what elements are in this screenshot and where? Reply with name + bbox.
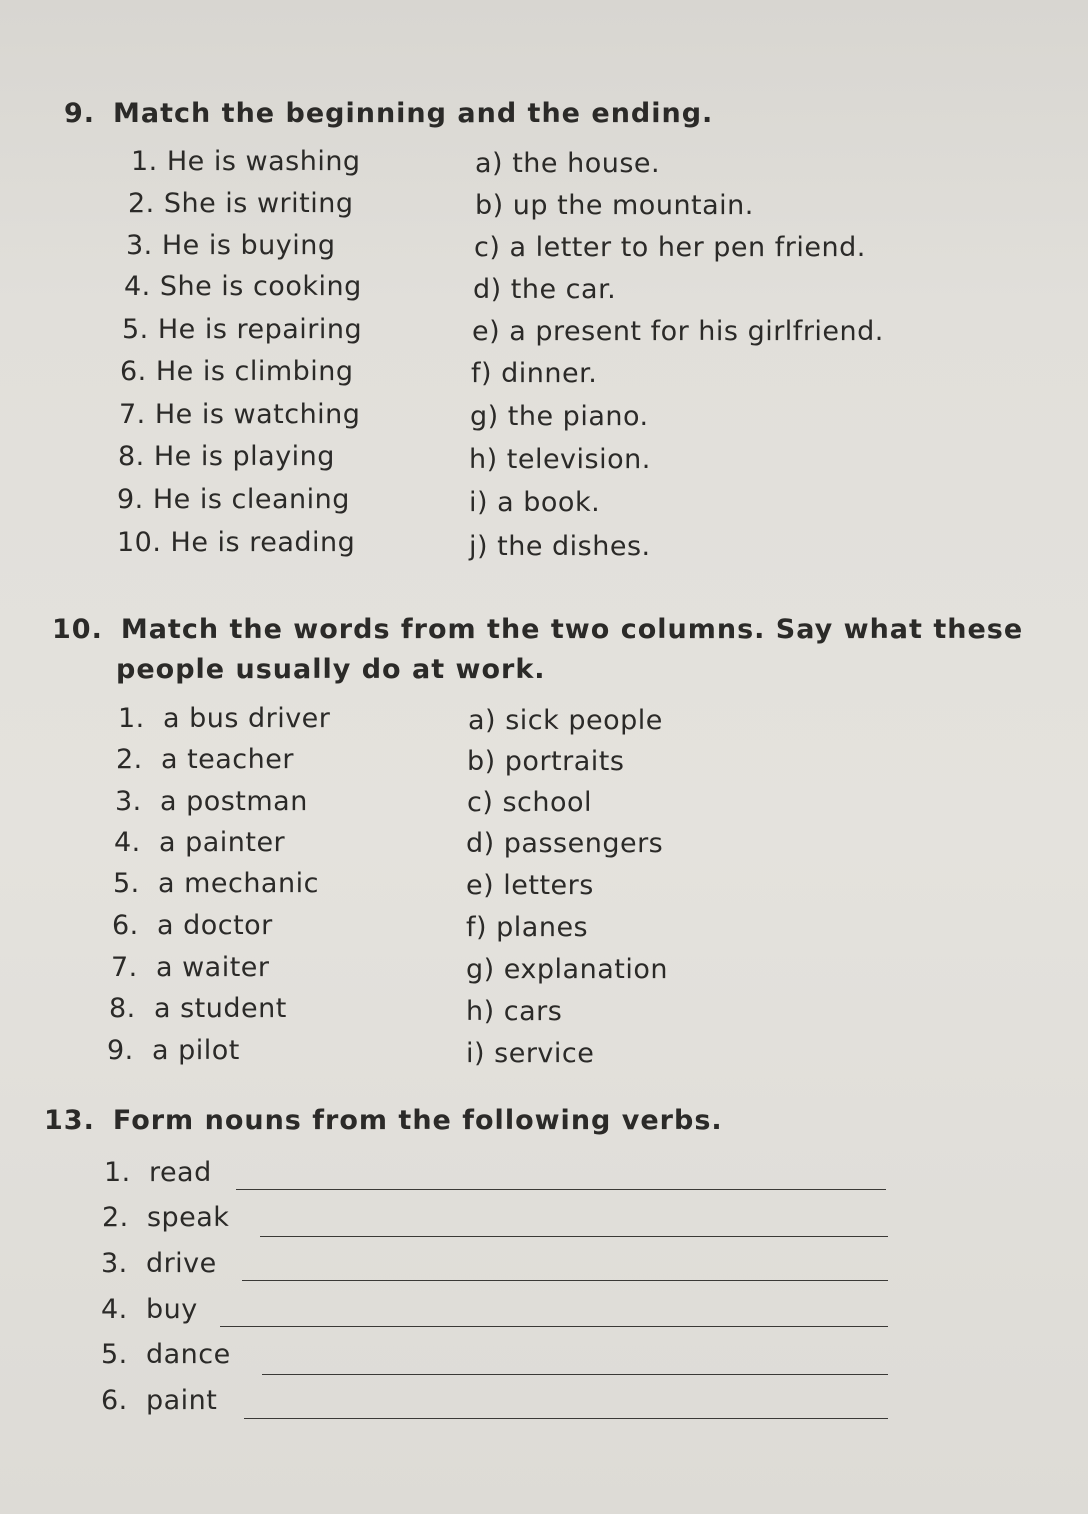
item-text: He is reading xyxy=(170,527,356,558)
answer-blank[interactable] xyxy=(220,1326,888,1327)
list-item xyxy=(467,746,624,777)
item-number: 6. xyxy=(112,910,139,941)
item-text: drive xyxy=(145,1248,217,1279)
item-number: 4. xyxy=(101,1294,128,1325)
item-letter: h) xyxy=(469,444,498,475)
item-text: He is cleaning xyxy=(152,484,350,515)
exercise-instruction: people usually do at work. xyxy=(116,654,546,685)
list-item xyxy=(466,912,588,943)
item-letter: a) xyxy=(475,148,504,179)
exercise-number: 13. xyxy=(44,1105,95,1136)
item-letter: i) xyxy=(469,487,489,518)
list-item xyxy=(104,1157,212,1188)
answer-blank[interactable] xyxy=(236,1189,886,1190)
item-text: up the mountain. xyxy=(512,190,754,221)
list-item xyxy=(466,828,663,859)
item-text: a painter xyxy=(158,827,286,858)
list-item xyxy=(469,487,600,518)
list-item xyxy=(119,399,360,430)
item-letter: j) xyxy=(469,531,489,562)
item-letter: e) xyxy=(472,316,501,347)
item-number: 8. xyxy=(109,993,136,1024)
item-text: letters xyxy=(503,870,594,901)
list-item xyxy=(102,1202,229,1233)
item-text: a postman xyxy=(159,786,308,817)
item-number: 2. xyxy=(116,744,143,775)
item-text: sick people xyxy=(505,705,663,736)
item-letter: a) xyxy=(468,705,497,736)
item-number: 5. xyxy=(113,868,140,899)
item-text: dinner. xyxy=(501,358,598,389)
item-number: 6. xyxy=(101,1385,128,1416)
item-text: planes xyxy=(496,912,589,943)
list-item xyxy=(115,786,308,817)
item-text: a waiter xyxy=(155,952,270,983)
list-item xyxy=(131,146,361,177)
item-text: the house. xyxy=(512,148,661,179)
item-number: 7. xyxy=(111,952,138,983)
item-text: a pilot xyxy=(151,1035,240,1066)
item-number: 4. xyxy=(124,271,151,302)
list-item xyxy=(470,401,649,432)
answer-blank[interactable] xyxy=(260,1236,888,1237)
list-item xyxy=(117,527,355,558)
item-number: 1. xyxy=(104,1157,131,1188)
item-letter: c) xyxy=(474,232,501,263)
item-text: the car. xyxy=(510,274,617,305)
item-text: school xyxy=(502,787,593,818)
list-item xyxy=(468,705,663,736)
answer-blank[interactable] xyxy=(262,1374,888,1375)
item-text: He is washing xyxy=(166,146,361,177)
item-number: 2. xyxy=(128,188,155,219)
exercise-instruction: Form nouns from the following verbs. xyxy=(112,1105,723,1136)
list-item xyxy=(111,952,270,983)
item-number: 7. xyxy=(119,399,146,430)
list-item xyxy=(116,744,294,775)
list-item xyxy=(471,358,597,389)
item-text: a book. xyxy=(497,487,601,518)
item-number: 1. xyxy=(118,703,145,734)
list-item xyxy=(473,274,616,305)
item-text: service xyxy=(494,1038,595,1069)
item-letter: b) xyxy=(467,746,496,777)
item-letter: h) xyxy=(466,996,495,1027)
list-item xyxy=(101,1385,217,1416)
item-letter: b) xyxy=(475,190,504,221)
item-text: explanation xyxy=(503,954,668,985)
exercise-10-title xyxy=(52,614,1023,645)
item-text: paint xyxy=(145,1385,218,1416)
item-text: the dishes. xyxy=(497,531,651,562)
item-number: 1. xyxy=(131,146,158,177)
item-text: speak xyxy=(146,1202,230,1233)
list-item xyxy=(466,996,562,1027)
item-text: a present for his girlfriend. xyxy=(509,316,884,347)
item-letter: c) xyxy=(467,787,494,818)
item-text: a teacher xyxy=(160,744,294,775)
list-item xyxy=(128,188,353,219)
item-text: a letter to her pen friend. xyxy=(509,232,866,263)
list-item xyxy=(101,1294,198,1325)
item-number: 3. xyxy=(126,230,153,261)
item-number: 9. xyxy=(107,1035,134,1066)
exercise-instruction: Match the beginning and the ending. xyxy=(113,98,714,129)
item-text: a bus driver xyxy=(162,703,331,734)
item-letter: d) xyxy=(466,828,495,859)
item-text: He is playing xyxy=(153,441,335,472)
list-item xyxy=(122,314,362,345)
item-number: 9. xyxy=(117,484,144,515)
list-item xyxy=(467,787,592,818)
answer-blank[interactable] xyxy=(242,1280,888,1281)
item-letter: d) xyxy=(473,274,502,305)
list-item xyxy=(109,993,287,1024)
item-text: television. xyxy=(506,444,651,475)
list-item xyxy=(474,232,866,263)
list-item xyxy=(113,868,319,899)
item-text: dance xyxy=(145,1339,231,1370)
item-text: the piano. xyxy=(507,401,649,432)
item-text: He is climbing xyxy=(155,356,354,387)
list-item xyxy=(466,954,668,985)
list-item xyxy=(126,230,336,261)
list-item xyxy=(469,444,651,475)
item-number: 10. xyxy=(117,527,162,558)
exercise-13-title xyxy=(44,1105,723,1136)
item-text: buy xyxy=(145,1294,198,1325)
exercise-number: 9. xyxy=(64,98,96,129)
list-item xyxy=(475,148,660,179)
list-item xyxy=(114,827,285,858)
item-letter: e) xyxy=(466,870,495,901)
item-number: 8. xyxy=(118,441,145,472)
list-item xyxy=(475,190,754,221)
item-text: She is cooking xyxy=(159,271,362,302)
item-number: 4. xyxy=(114,827,141,858)
list-item xyxy=(101,1339,231,1370)
answer-blank[interactable] xyxy=(244,1418,888,1419)
list-item xyxy=(117,484,350,515)
list-item xyxy=(124,271,362,302)
list-item xyxy=(118,703,330,734)
item-text: He is repairing xyxy=(157,314,363,345)
list-item xyxy=(101,1248,217,1279)
list-item xyxy=(472,316,884,347)
item-text: cars xyxy=(503,996,563,1027)
item-text: portraits xyxy=(504,746,625,777)
item-text: a student xyxy=(153,993,287,1024)
item-text: a doctor xyxy=(156,910,273,941)
item-letter: g) xyxy=(470,401,499,432)
item-letter: f) xyxy=(466,912,488,943)
list-item xyxy=(118,441,335,472)
item-letter: f) xyxy=(471,358,493,389)
list-item xyxy=(120,356,354,387)
item-letter: g) xyxy=(466,954,495,985)
item-number: 3. xyxy=(101,1248,128,1279)
item-number: 3. xyxy=(115,786,142,817)
exercise-number: 10. xyxy=(52,614,103,645)
item-number: 6. xyxy=(120,356,147,387)
item-letter: i) xyxy=(466,1038,486,1069)
item-number: 2. xyxy=(102,1202,129,1233)
item-number: 5. xyxy=(101,1339,128,1370)
list-item xyxy=(469,531,651,562)
exercise-9-title xyxy=(64,98,713,129)
item-number: 5. xyxy=(122,314,149,345)
item-text: He is buying xyxy=(161,230,336,261)
item-text: read xyxy=(148,1157,212,1188)
item-text: a mechanic xyxy=(157,868,319,899)
exercise-10-title-line2 xyxy=(116,654,546,685)
exercise-instruction: Match the words from the two columns. Say what these xyxy=(120,614,1024,645)
list-item xyxy=(466,1038,594,1069)
list-item xyxy=(466,870,594,901)
item-text: passengers xyxy=(503,828,664,859)
item-text: She is writing xyxy=(163,188,354,219)
item-text: He is watching xyxy=(154,399,361,430)
list-item xyxy=(112,910,273,941)
list-item xyxy=(107,1035,240,1066)
